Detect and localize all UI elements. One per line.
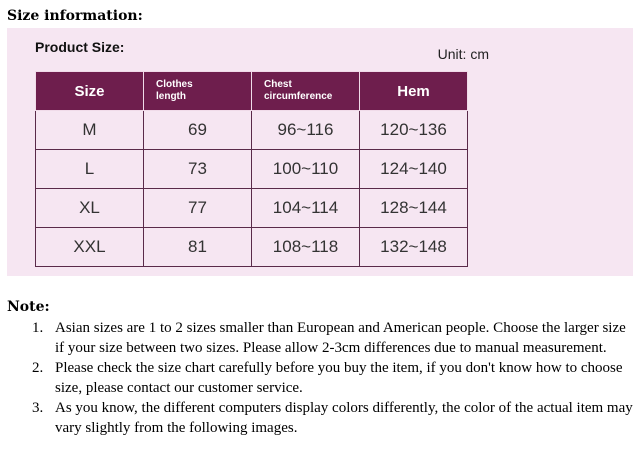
- header-line: Chest: [264, 79, 292, 90]
- cell-length: 77: [144, 189, 252, 228]
- column-header-size: Size: [36, 72, 144, 111]
- note-text: Please check the size chart carefully before you buy the item, if you don't know how to choose size, please contact our customer service.: [55, 360, 623, 396]
- size-table: [35, 71, 468, 267]
- column-header-clothes-length: [144, 72, 252, 111]
- note-item: [7, 318, 633, 358]
- table-row: [36, 189, 468, 228]
- cell-chest: 96~116: [252, 111, 360, 150]
- header-line: length: [156, 91, 186, 102]
- unit-label: Unit: cm: [437, 46, 489, 62]
- notes-title: Note:: [7, 299, 50, 315]
- cell-size: M: [36, 111, 144, 150]
- note-item: [7, 398, 633, 438]
- notes-list: [7, 318, 633, 438]
- cell-hem: 128~144: [360, 189, 468, 228]
- table-row: [36, 228, 468, 267]
- panel-title: Product Size:: [35, 39, 125, 55]
- header-line: Clothes: [156, 79, 193, 90]
- note-text: As you know, the different computers display colors differently, the color of the actual item may vary slightly from the following images.: [55, 400, 633, 436]
- page-title: Size information:: [7, 8, 143, 24]
- cell-hem: 120~136: [360, 111, 468, 150]
- note-text: Asian sizes are 1 to 2 sizes smaller than European and American people. Choose the larger size if your size between two sizes. Please allow 2-3cm differences due to manual measurement.: [55, 320, 626, 356]
- header-line: circumference: [264, 91, 333, 102]
- cell-length: 81: [144, 228, 252, 267]
- table-row: [36, 150, 468, 189]
- cell-size: XXL: [36, 228, 144, 267]
- cell-length: 73: [144, 150, 252, 189]
- cell-size: L: [36, 150, 144, 189]
- note-number: 3.: [32, 400, 44, 416]
- note-number: 1.: [32, 320, 44, 336]
- note-number: 2.: [32, 360, 44, 376]
- table-row: [36, 111, 468, 150]
- size-panel: [7, 28, 633, 276]
- column-header-chest: [252, 72, 360, 111]
- cell-length: 69: [144, 111, 252, 150]
- cell-hem: 124~140: [360, 150, 468, 189]
- column-header-hem: Hem: [360, 72, 468, 111]
- table-header-row: [36, 72, 468, 111]
- cell-chest: 100~110: [252, 150, 360, 189]
- cell-size: XL: [36, 189, 144, 228]
- cell-chest: 104~114: [252, 189, 360, 228]
- cell-chest: 108~118: [252, 228, 360, 267]
- note-item: [7, 358, 633, 398]
- cell-hem: 132~148: [360, 228, 468, 267]
